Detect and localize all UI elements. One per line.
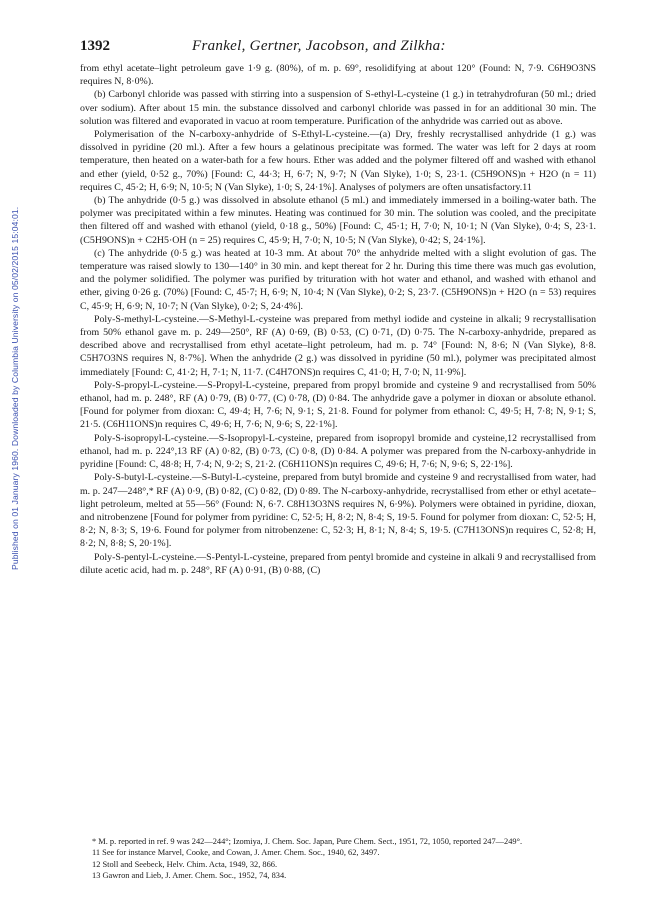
footnote: 12 Stoll and Seebeck, Helv. Chim. Acta, 1949, 32, 866. xyxy=(92,859,278,869)
paragraph: (b) The anhydride (0·5 g.) was dissolved in absolute ethanol (5 ml.) and immediately immersed in a boiling-water bath. The polymer was precipitated within a few minutes. Heating was continued for 30 min. The solution was cooled, and the precipitate then filtered off and washed with ethanol (yield, 0·18 g., 50%) [Found: C, 45·1; H, 7·0; N, 10·1; N (Van Slyke), 0·4; S, 23·1. (C5H9ONS)n + C2H5·OH (n = 25) requires C, 45·9; H, 7·0; N, 10·5; N (Van Slyke), 0·42; S, 24·1%]. xyxy=(80,195,596,246)
footnote: 13 Gawron and Lieb, J. Amer. Chem. Soc., 1952, 74, 834. xyxy=(92,870,287,880)
footnote: * M. p. reported in ref. 9 was 242—244°; Izomiya, J. Chem. Soc. Japan, Pure Chem. Sect., 1951, 72, 1050, reported 247—249°. xyxy=(92,837,523,846)
paragraph: Poly-S-methyl-L-cysteine.—S-Methyl-L-cysteine was prepared from methyl iodide and cysteine in alkali; 9 recrystallisation from 50% ethanol gave m. p. 249—250°, RF (A) 0·69, (B) 0·53, (C) 0·71, (D) 0·75. The N-carboxy-anhydride, prepared as described above and recrystallised from ethyl acetate–light petroleum, had m. p. 74° [Found: N, 8·6; N (Van Slyke), 8·8. C5H7O3NS requires N, 8·7%]. When the anhydride (2 g.) was dissolved in pyridine (50 ml.), polymer was precipitated almost immediately [Found: C, 41·2; H, 7·1; N, 11·7. (C4H7ONS)n requires C, 41·0; H, 7·0; N, 11·9%]. xyxy=(80,313,596,378)
running-title: Frankel, Gertner, Jacobson, and Zilkha: xyxy=(192,38,446,54)
paragraph: Poly-S-butyl-L-cysteine.—S-Butyl-L-cysteine, prepared from butyl bromide and cysteine 9 and recrystallised from water, had m. p. 247—248°,* RF (A) 0·9, (B) 0·82, (C) 0·82, (D) 0·89. The N-carboxy-anhydride, recrystallised from ether or ethyl acetate–light petroleum, melted at 55—56° (Found: N, 6·7. C8H13O3NS requires N, 6·9%). Polymers were obtained in pyridine, dioxan, and nitrobenzene [Found for polymer from pyridine: C, 52·5; H, 8·2; N, 8·4; S, 19·5. Found for polymer from dioxan: C, 52·5; H, 8·2; N, 8·3; S, 19·6. Found for polymer from nitrobenzene: C, 52·3; H, 8·1; N, 8·4; S, 19·5. (C7H13ONS)n requires C, 52·8; H, 8·2; N, 8·8; S, 20·1%]. xyxy=(80,472,596,550)
paragraph: Poly-S-pentyl-L-cysteine.—S-Pentyl-L-cysteine, prepared from pentyl bromide and cysteine in alkali 9 and recrystallised from dilute acetic acid, had m. p. 248°, RF (A) 0·91, (B) 0·88, (C) xyxy=(80,551,596,576)
paragraph: Poly-S-propyl-L-cysteine.—S-Propyl-L-cysteine, prepared from propyl bromide and cysteine 9 and recrystallised from 50% ethanol, had m. p. 248°, RF (A) 0·79, (B) 0·77, (C) 0·78, (D) 0·84. The anhydride gave a polymer in dioxan or absolute ethanol. [Found for polymer from dioxan: C, 49·4; H, 7·6; N, 9·1; S, 21·8. Found for polymer from ethanol: C, 49·5; H, 7·8; N, 9·1; S, 21·5. (C6H11ONS)n requires C, 49·6; H, 7·6; N, 9·6; S, 22·1%]. xyxy=(80,379,596,431)
article-body xyxy=(80,62,596,577)
page-number: 1392 xyxy=(80,38,110,54)
footnote: 11 See for instance Marvel, Cooke, and Cowan, J. Amer. Chem. Soc., 1940, 62, 3497. xyxy=(92,848,380,858)
paragraph: (c) The anhydride (0·5 g.) was heated at 10-3 mm. At about 70° the anhydride melted with a slight evolution of gas. The temperature was raised slowly to 130—140° in 30 min. and kept thereat for 2 hr. During this time there was much gas evolution, and the polymer solidified. The polymer was purified by trituration with hot water and ethanol, and washed with ethanol and ether, giving 0·26 g. (70%) [Found: C, 45·7; H, 6·9; N, 10·4; N (Van Slyke), 0·2; S, 23·7. (C5H9ONS)n + H2O (n = 53) requires C, 45·9; H, 6·9; N, 10·7; N (Van Slyke), 0·2; S, 24·4%]. xyxy=(80,247,596,312)
page-header xyxy=(80,38,600,56)
paragraph: Poly-S-isopropyl-L-cysteine.—S-Isopropyl-L-cysteine, prepared from isopropyl bromide and cysteine,12 recrystallised from ethanol, had m. p. 224°,13 RF (A) 0·82, (B) 0·73, (C) 0·8, (D) 0·84. A polymer was prepared from the N-carboxy-anhydride in pyridine [Found: C, 48·8; H, 7·4; N, 9·2; S, 21·2. (C6H11ONS)n requires C, 49·6; H, 7·6; N, 9·6; S, 22·1%]. xyxy=(80,432,596,471)
paragraph: from ethyl acetate–light petroleum gave 1·9 g. (80%), of m. p. 69°, resolidifying at about 120° (Found: N, 7·9. C6H9O3NS requires N, 8·0%). xyxy=(80,63,596,88)
download-notice-text: Published on 01 January 1960. Downloaded by Columbia University on 05/02/2015 15:04:01. xyxy=(10,206,20,570)
download-notice xyxy=(2,150,20,570)
paragraph: (b) Carbonyl chloride was passed with stirring into a suspension of S-ethyl-L-cysteine (1 g.) in tetrahydrofuran (50 ml.; dried over sodium). After about 15 min. the substance dissolved and carbonyl chloride was passed in for an additional 30 min. The solution was filtered and evaporated in vacuo at room temperature. Purification of the anhydride was carried out as above. xyxy=(80,89,596,127)
footnotes xyxy=(80,836,596,881)
paragraph: Polymerisation of the N-carboxy-anhydride of S-Ethyl-L-cysteine.—(a) Dry, freshly recrystallised anhydride (1 g.) was dissolved in pyridine (20 ml.). After a few hours a gelatinous precipitate was formed. The water was left for 2 days at room temperature, then heated on a water-bath for a few hours. Ether was added and the polymer filtered off and washed with ethanol and ether (yield, 0·52 g., 70%) [Found: C, 44·3; H, 6·7; N, 9·7; N (Van Slyke), 1·0; S, 23·1. (C5H9ONS)n + H2O (n = 11) requires C, 45·2; H, 6·9; N, 10·5; N (Van Slyke), 1·0; S, 24·1%]. Analyses of polymers are often unsatisfactory.11 xyxy=(80,129,596,193)
